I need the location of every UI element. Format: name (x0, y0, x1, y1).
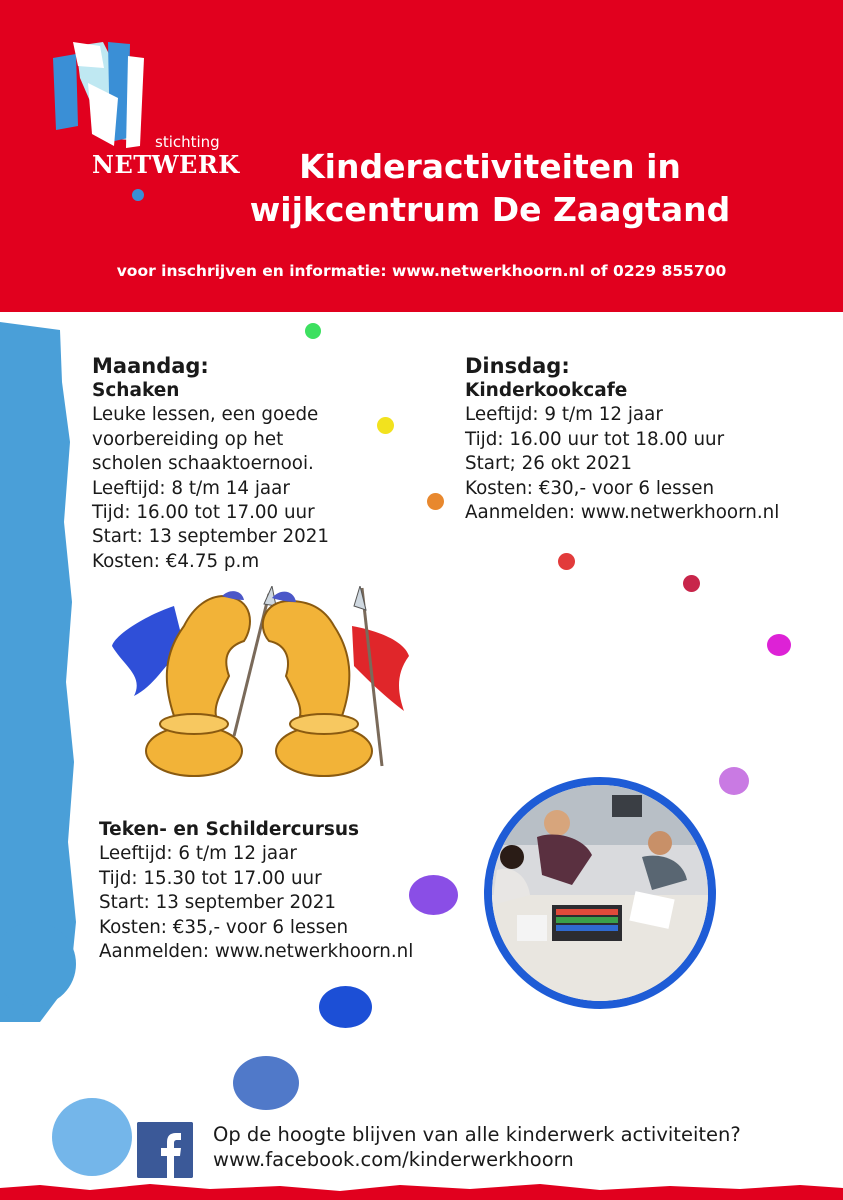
children-drawing-photo (484, 777, 716, 1009)
drawing-course-line: Tijd: 15.30 tot 17.00 uur (99, 867, 322, 889)
tuesday-line: Leeftijd: 9 t/m 12 jaar (465, 404, 663, 426)
light-blue-dot (52, 1098, 132, 1176)
photo-scene (492, 785, 708, 1001)
monday-heading: Maandag: (92, 354, 209, 378)
tuesday-section (465, 353, 835, 525)
magenta-dot (767, 634, 791, 656)
slate-blue-dot (233, 1056, 299, 1110)
tuesday-heading: Dinsdag: (465, 354, 570, 378)
drawing-course-line: Start: 13 september 2021 (99, 892, 337, 914)
logo-subtext: stichting (155, 133, 220, 151)
lilac-dot (719, 767, 749, 795)
royal-blue-dot (319, 986, 372, 1028)
crimson-dot (683, 575, 700, 592)
green-dot (305, 323, 321, 339)
drawing-course-line: Leeftijd: 6 t/m 12 jaar (99, 843, 297, 865)
page-title (230, 145, 750, 231)
contact-info: voor inschrijven en informatie: www.netwerkhoorn.nl of 0229 855700 (116, 262, 727, 280)
title-line-1: Kinderactiviteiten in (299, 147, 681, 186)
netwerk-logo-icon (48, 38, 238, 208)
drawing-course-line: Kosten: €35,- voor 6 lessen (99, 916, 349, 938)
monday-activity: Schaken (92, 380, 180, 401)
facebook-promo (213, 1122, 741, 1172)
drawing-course-activity: Teken- en Schildercursus (99, 819, 360, 840)
monday-line: Leuke lessen, een goede (92, 404, 319, 426)
facebook-icon[interactable] (137, 1122, 193, 1178)
monday-section (92, 353, 422, 574)
facebook-promo-line: Op de hoogte blijven van alle kinderwerk activiteiten? (213, 1123, 741, 1146)
tuesday-line: Kosten: €30,- voor 6 lessen (465, 477, 715, 499)
title-line-2: wijkcentrum De Zaagtand (249, 190, 731, 229)
footer-red-edge (0, 1180, 843, 1200)
tuesday-activity: Kinderkookcafe (465, 380, 628, 401)
tuesday-line: Start; 26 okt 2021 (465, 453, 632, 475)
monday-line: Leeftijd: 8 t/m 14 jaar (92, 477, 290, 499)
blue-paint-stripe (0, 322, 80, 1022)
monday-line: voorbereiding op het (92, 428, 284, 450)
drawing-course-section (99, 818, 459, 964)
header-banner (0, 0, 843, 312)
facebook-url[interactable]: www.facebook.com/kinderwerkhoorn (213, 1148, 574, 1171)
monday-line: Start: 13 september 2021 (92, 526, 330, 548)
orange-dot (427, 493, 444, 510)
tuesday-line: Tijd: 16.00 uur tot 18.00 uur (465, 428, 725, 450)
chess-knights-illustration (104, 586, 422, 778)
monday-line: scholen schaaktoernooi. (92, 453, 314, 475)
logo-wordmark: NETWERK (92, 150, 240, 179)
monday-line: Kosten: €4.75 p.m (92, 550, 260, 572)
red-dot (558, 553, 575, 570)
drawing-course-line: Aanmelden: www.netwerkhoorn.nl (99, 941, 414, 963)
tuesday-line: Aanmelden: www.netwerkhoorn.nl (465, 502, 780, 524)
monday-line: Tijd: 16.00 tot 17.00 uur (92, 502, 315, 524)
